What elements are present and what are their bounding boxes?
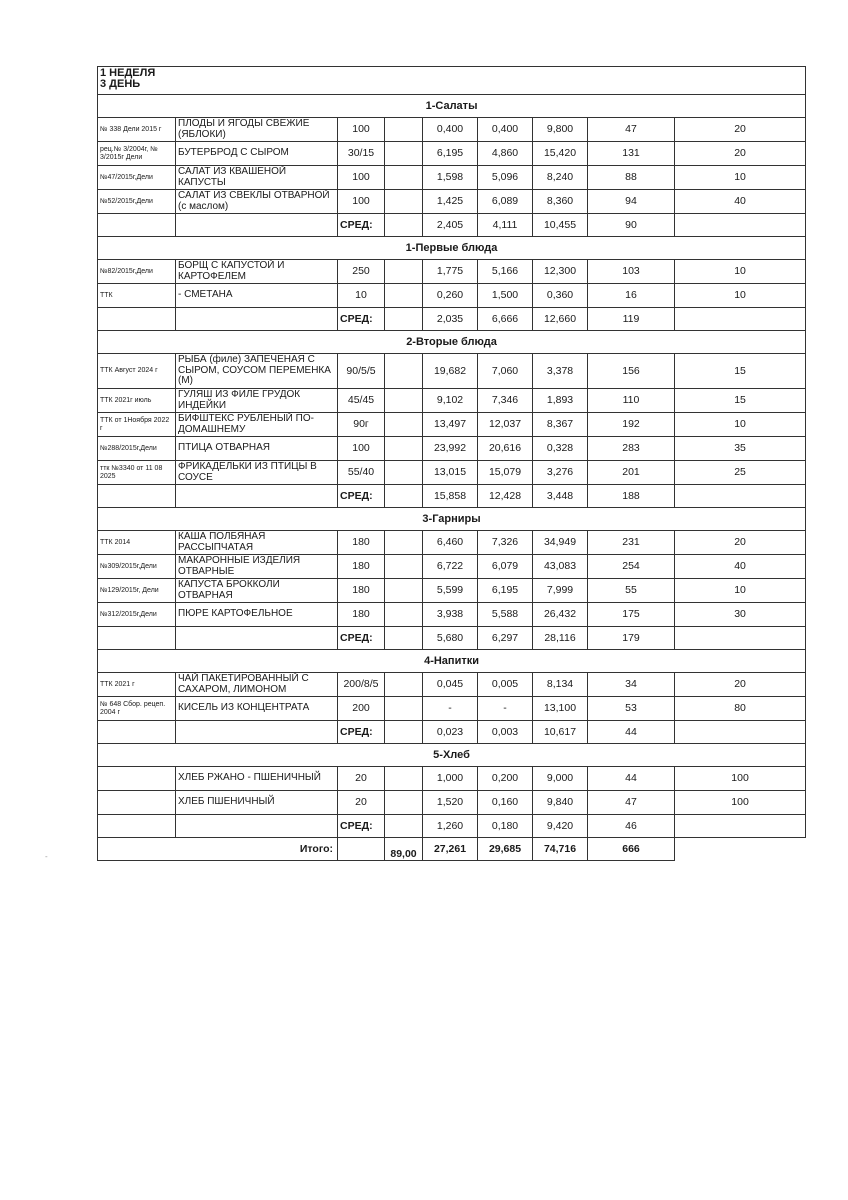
dish-percent: 15 bbox=[675, 354, 806, 389]
dish-kcal: 55 bbox=[588, 579, 675, 603]
dish-price bbox=[385, 284, 423, 308]
dish-name: ЧАЙ ПАКЕТИРОВАННЫЙ С САХАРОМ, ЛИМОНОМ bbox=[176, 673, 338, 697]
section-title: 1-Первые блюда bbox=[98, 237, 806, 260]
dish-kcal: 283 bbox=[588, 437, 675, 461]
average-code bbox=[98, 308, 176, 331]
dish-name: ГУЛЯШ ИЗ ФИЛЕ ГРУДОК ИНДЕЙКИ bbox=[176, 389, 338, 413]
dish-carbs: 9,800 bbox=[533, 118, 588, 142]
dish-name: БУТЕРБРОД С СЫРОМ bbox=[176, 142, 338, 166]
dish-price bbox=[385, 166, 423, 190]
dish-row bbox=[98, 142, 806, 166]
average-proteins: 0,023 bbox=[423, 721, 478, 744]
dish-row bbox=[98, 555, 806, 579]
dish-yield: 180 bbox=[338, 579, 385, 603]
dish-carbs: 15,420 bbox=[533, 142, 588, 166]
dish-price bbox=[385, 461, 423, 485]
dish-fats: 0,400 bbox=[478, 118, 533, 142]
recipe-code: ТТК 2014 bbox=[98, 531, 176, 555]
dish-percent: 100 bbox=[675, 791, 806, 815]
average-kcal: 188 bbox=[588, 485, 675, 508]
average-proteins: 2,035 bbox=[423, 308, 478, 331]
average-kcal: 44 bbox=[588, 721, 675, 744]
dish-price bbox=[385, 142, 423, 166]
dish-row bbox=[98, 260, 806, 284]
dish-fats: 6,195 bbox=[478, 579, 533, 603]
dish-carbs: 43,083 bbox=[533, 555, 588, 579]
average-price bbox=[385, 721, 423, 744]
recipe-code: рец.№ 3/2004г, № 3/2015г Дели bbox=[98, 142, 176, 166]
dish-fats: 0,160 bbox=[478, 791, 533, 815]
week-label: 1 НЕДЕЛЯ bbox=[100, 67, 156, 79]
dish-fats: 6,089 bbox=[478, 190, 533, 214]
average-row bbox=[98, 214, 806, 237]
recipe-code: №288/2015г,Дели bbox=[98, 437, 176, 461]
dish-carbs: 12,300 bbox=[533, 260, 588, 284]
dish-fats: 1,500 bbox=[478, 284, 533, 308]
dish-proteins: 0,260 bbox=[423, 284, 478, 308]
recipe-code: ТТК от 1Ноября 2022 г bbox=[98, 413, 176, 437]
average-row bbox=[98, 721, 806, 744]
dish-row bbox=[98, 603, 806, 627]
dish-price bbox=[385, 413, 423, 437]
dish-yield: 90/5/5 bbox=[338, 354, 385, 389]
dish-kcal: 201 bbox=[588, 461, 675, 485]
average-carbs: 10,455 bbox=[533, 214, 588, 237]
dish-fats: 0,005 bbox=[478, 673, 533, 697]
average-row bbox=[98, 308, 806, 331]
dish-kcal: 254 bbox=[588, 555, 675, 579]
dish-row bbox=[98, 118, 806, 142]
dish-kcal: 44 bbox=[588, 767, 675, 791]
dish-yield: 90г bbox=[338, 413, 385, 437]
dish-percent: 20 bbox=[675, 142, 806, 166]
dish-row bbox=[98, 354, 806, 389]
average-code bbox=[98, 485, 176, 508]
average-label: СРЕД: bbox=[338, 214, 385, 237]
average-fats: 6,666 bbox=[478, 308, 533, 331]
average-code bbox=[98, 214, 176, 237]
dish-yield: 100 bbox=[338, 118, 385, 142]
average-row bbox=[98, 627, 806, 650]
dish-proteins: 23,992 bbox=[423, 437, 478, 461]
dish-name: БИФШТЕКС РУБЛЕНЫЙ ПО-ДОМАШНЕМУ bbox=[176, 413, 338, 437]
day-title-row bbox=[98, 67, 806, 95]
average-percent bbox=[675, 721, 806, 744]
average-carbs: 28,116 bbox=[533, 627, 588, 650]
recipe-code: ТТК 2021 г bbox=[98, 673, 176, 697]
average-row bbox=[98, 815, 806, 838]
average-code bbox=[98, 721, 176, 744]
average-proteins: 2,405 bbox=[423, 214, 478, 237]
total-price: 89,00 bbox=[385, 838, 423, 861]
total-carbs: 74,716 bbox=[533, 838, 588, 861]
dish-price bbox=[385, 697, 423, 721]
dish-proteins: 19,682 bbox=[423, 354, 478, 389]
dish-kcal: 34 bbox=[588, 673, 675, 697]
dish-carbs: 9,840 bbox=[533, 791, 588, 815]
dish-carbs: 3,378 bbox=[533, 354, 588, 389]
dish-price bbox=[385, 555, 423, 579]
dish-name: - СМЕТАНА bbox=[176, 284, 338, 308]
average-proteins: 15,858 bbox=[423, 485, 478, 508]
dish-yield: 100 bbox=[338, 190, 385, 214]
dish-name: КАША ПОЛБЯНАЯ РАССЫПЧАТАЯ bbox=[176, 531, 338, 555]
average-carbs: 9,420 bbox=[533, 815, 588, 838]
dish-row bbox=[98, 437, 806, 461]
dish-proteins: 6,722 bbox=[423, 555, 478, 579]
dish-yield: 20 bbox=[338, 791, 385, 815]
dish-kcal: 156 bbox=[588, 354, 675, 389]
dish-percent: 10 bbox=[675, 260, 806, 284]
dish-name: ХЛЕБ ПШЕНИЧНЫЙ bbox=[176, 791, 338, 815]
total-yield bbox=[338, 838, 385, 861]
total-fats: 29,685 bbox=[478, 838, 533, 861]
recipe-code: №309/2015г,Дели bbox=[98, 555, 176, 579]
dish-price bbox=[385, 260, 423, 284]
dish-yield: 55/40 bbox=[338, 461, 385, 485]
dish-proteins: 0,045 bbox=[423, 673, 478, 697]
dish-carbs: 0,328 bbox=[533, 437, 588, 461]
dish-fats: 7,326 bbox=[478, 531, 533, 555]
average-kcal: 90 bbox=[588, 214, 675, 237]
recipe-code: ТТК bbox=[98, 284, 176, 308]
average-price bbox=[385, 627, 423, 650]
dish-row bbox=[98, 190, 806, 214]
dish-row bbox=[98, 767, 806, 791]
dish-proteins: 6,195 bbox=[423, 142, 478, 166]
dish-proteins: 1,425 bbox=[423, 190, 478, 214]
dish-name: РЫБА (филе) ЗАПЕЧЕНАЯ С СЫРОМ, СОУСОМ ПЕРЕМЕНКА (М) bbox=[176, 354, 338, 389]
dish-name: ФРИКАДЕЛЬКИ ИЗ ПТИЦЫ В СОУСЕ bbox=[176, 461, 338, 485]
dish-price bbox=[385, 354, 423, 389]
total-proteins: 27,261 bbox=[423, 838, 478, 861]
dish-fats: 5,166 bbox=[478, 260, 533, 284]
dish-row bbox=[98, 461, 806, 485]
average-label: СРЕД: bbox=[338, 308, 385, 331]
dish-percent: 20 bbox=[675, 531, 806, 555]
dish-proteins: 1,520 bbox=[423, 791, 478, 815]
dish-carbs: 8,367 bbox=[533, 413, 588, 437]
dish-kcal: 192 bbox=[588, 413, 675, 437]
dish-proteins: 1,775 bbox=[423, 260, 478, 284]
average-kcal: 179 bbox=[588, 627, 675, 650]
dish-name: ХЛЕБ РЖАНО - ПШЕНИЧНЫЙ bbox=[176, 767, 338, 791]
day-title bbox=[98, 67, 806, 95]
dish-carbs: 8,240 bbox=[533, 166, 588, 190]
average-kcal: 46 bbox=[588, 815, 675, 838]
dish-yield: 180 bbox=[338, 555, 385, 579]
dish-fats: 7,060 bbox=[478, 354, 533, 389]
dish-percent: 40 bbox=[675, 555, 806, 579]
dish-price bbox=[385, 603, 423, 627]
dish-fats: 5,096 bbox=[478, 166, 533, 190]
section-header-row bbox=[98, 508, 806, 531]
dish-kcal: 47 bbox=[588, 118, 675, 142]
section-header-row bbox=[98, 744, 806, 767]
dish-fats: 4,860 bbox=[478, 142, 533, 166]
dish-row bbox=[98, 284, 806, 308]
dish-yield: 180 bbox=[338, 531, 385, 555]
dish-yield: 100 bbox=[338, 437, 385, 461]
dish-yield: 10 bbox=[338, 284, 385, 308]
dish-fats: 6,079 bbox=[478, 555, 533, 579]
dish-carbs: 13,100 bbox=[533, 697, 588, 721]
recipe-code: №129/2015г, Дели bbox=[98, 579, 176, 603]
average-label: СРЕД: bbox=[338, 485, 385, 508]
dish-yield: 30/15 bbox=[338, 142, 385, 166]
dish-carbs: 0,360 bbox=[533, 284, 588, 308]
menu-table bbox=[97, 66, 806, 861]
dish-yield: 100 bbox=[338, 166, 385, 190]
dish-price bbox=[385, 791, 423, 815]
dish-carbs: 8,134 bbox=[533, 673, 588, 697]
dish-percent: 20 bbox=[675, 118, 806, 142]
dish-percent: 30 bbox=[675, 603, 806, 627]
dish-proteins: 1,598 bbox=[423, 166, 478, 190]
section-title: 4-Напитки bbox=[98, 650, 806, 673]
dish-kcal: 110 bbox=[588, 389, 675, 413]
dish-proteins: 1,000 bbox=[423, 767, 478, 791]
dish-carbs: 8,360 bbox=[533, 190, 588, 214]
dish-name: САЛАТ ИЗ КВАШЕНОЙ КАПУСТЫ bbox=[176, 166, 338, 190]
section-title: 2-Вторые блюда bbox=[98, 331, 806, 354]
average-fats: 0,003 bbox=[478, 721, 533, 744]
average-fats: 12,428 bbox=[478, 485, 533, 508]
dish-kcal: 16 bbox=[588, 284, 675, 308]
dish-proteins: 13,497 bbox=[423, 413, 478, 437]
dish-name: БОРЩ С КАПУСТОЙ И КАРТОФЕЛЕМ bbox=[176, 260, 338, 284]
dish-kcal: 47 bbox=[588, 791, 675, 815]
average-price bbox=[385, 485, 423, 508]
total-label: Итого: bbox=[98, 838, 338, 861]
dish-price bbox=[385, 579, 423, 603]
average-label: СРЕД: bbox=[338, 627, 385, 650]
dish-percent: 10 bbox=[675, 284, 806, 308]
section-title: 5-Хлеб bbox=[98, 744, 806, 767]
dish-price bbox=[385, 118, 423, 142]
recipe-code: №47/2015г,Дели bbox=[98, 166, 176, 190]
dish-kcal: 53 bbox=[588, 697, 675, 721]
dish-proteins: 6,460 bbox=[423, 531, 478, 555]
dish-yield: 200 bbox=[338, 697, 385, 721]
dish-name: МАКАРОННЫЕ ИЗДЕЛИЯ ОТВАРНЫЕ bbox=[176, 555, 338, 579]
dish-kcal: 175 bbox=[588, 603, 675, 627]
dish-yield: 250 bbox=[338, 260, 385, 284]
dish-fats: 12,037 bbox=[478, 413, 533, 437]
section-header-row bbox=[98, 650, 806, 673]
average-price bbox=[385, 214, 423, 237]
dish-proteins: 9,102 bbox=[423, 389, 478, 413]
dish-name: САЛАТ ИЗ СВЕКЛЫ ОТВАРНОЙ (с маслом) bbox=[176, 190, 338, 214]
dish-carbs: 7,999 bbox=[533, 579, 588, 603]
recipe-code bbox=[98, 767, 176, 791]
average-carbs: 12,660 bbox=[533, 308, 588, 331]
scan-mark: - bbox=[45, 852, 48, 861]
dish-kcal: 94 bbox=[588, 190, 675, 214]
average-code bbox=[98, 815, 176, 838]
dish-kcal: 131 bbox=[588, 142, 675, 166]
average-percent bbox=[675, 485, 806, 508]
dish-yield: 20 bbox=[338, 767, 385, 791]
dish-percent: 35 bbox=[675, 437, 806, 461]
dish-fats: 7,346 bbox=[478, 389, 533, 413]
dish-price bbox=[385, 673, 423, 697]
average-percent bbox=[675, 627, 806, 650]
recipe-code: №312/2015г,Дели bbox=[98, 603, 176, 627]
section-header-row bbox=[98, 331, 806, 354]
dish-name: КАПУСТА БРОККОЛИ ОТВАРНАЯ bbox=[176, 579, 338, 603]
dish-proteins: 13,015 bbox=[423, 461, 478, 485]
average-percent bbox=[675, 308, 806, 331]
recipe-code: ТТК 2021г июль bbox=[98, 389, 176, 413]
dish-kcal: 88 bbox=[588, 166, 675, 190]
dish-row bbox=[98, 579, 806, 603]
average-fats: 6,297 bbox=[478, 627, 533, 650]
recipe-code: ТТК Август 2024 г bbox=[98, 354, 176, 389]
dish-row bbox=[98, 389, 806, 413]
dish-yield: 45/45 bbox=[338, 389, 385, 413]
dish-fats: 20,616 bbox=[478, 437, 533, 461]
dish-row bbox=[98, 166, 806, 190]
dish-kcal: 103 bbox=[588, 260, 675, 284]
dish-fats: 0,200 bbox=[478, 767, 533, 791]
dish-row bbox=[98, 791, 806, 815]
dish-percent: 10 bbox=[675, 579, 806, 603]
recipe-code: ттк №3340 от 11 08 2025 bbox=[98, 461, 176, 485]
dish-proteins: - bbox=[423, 697, 478, 721]
average-name bbox=[176, 721, 338, 744]
average-carbs: 10,617 bbox=[533, 721, 588, 744]
dish-carbs: 3,276 bbox=[533, 461, 588, 485]
average-name bbox=[176, 214, 338, 237]
average-fats: 0,180 bbox=[478, 815, 533, 838]
dish-kcal: 231 bbox=[588, 531, 675, 555]
section-header-row bbox=[98, 237, 806, 260]
dish-name: ПТИЦА ОТВАРНАЯ bbox=[176, 437, 338, 461]
dish-name: ПЛОДЫ И ЯГОДЫ СВЕЖИЕ (ЯБЛОКИ) bbox=[176, 118, 338, 142]
average-percent bbox=[675, 214, 806, 237]
dish-price bbox=[385, 190, 423, 214]
average-name bbox=[176, 485, 338, 508]
average-carbs: 3,448 bbox=[533, 485, 588, 508]
recipe-code: № 648 Сбор. рецеп. 2004 г bbox=[98, 697, 176, 721]
average-name bbox=[176, 308, 338, 331]
dish-name: ПЮРЕ КАРТОФЕЛЬНОЕ bbox=[176, 603, 338, 627]
dish-row bbox=[98, 673, 806, 697]
average-name bbox=[176, 815, 338, 838]
dish-row bbox=[98, 697, 806, 721]
section-title: 1-Салаты bbox=[98, 95, 806, 118]
average-row bbox=[98, 485, 806, 508]
dish-price bbox=[385, 437, 423, 461]
dish-price bbox=[385, 531, 423, 555]
recipe-code bbox=[98, 791, 176, 815]
average-code bbox=[98, 627, 176, 650]
dish-carbs: 34,949 bbox=[533, 531, 588, 555]
dish-proteins: 0,400 bbox=[423, 118, 478, 142]
recipe-code: №82/2015г,Дели bbox=[98, 260, 176, 284]
recipe-code: №52/2015г,Дели bbox=[98, 190, 176, 214]
dish-yield: 180 bbox=[338, 603, 385, 627]
dish-fats: 5,588 bbox=[478, 603, 533, 627]
dish-carbs: 26,432 bbox=[533, 603, 588, 627]
dish-row bbox=[98, 413, 806, 437]
average-fats: 4,111 bbox=[478, 214, 533, 237]
average-price bbox=[385, 815, 423, 838]
average-proteins: 5,680 bbox=[423, 627, 478, 650]
dish-percent: 20 bbox=[675, 673, 806, 697]
dish-price bbox=[385, 767, 423, 791]
total-percent bbox=[675, 838, 806, 861]
average-name bbox=[176, 627, 338, 650]
average-price bbox=[385, 308, 423, 331]
total-kcal: 666 bbox=[588, 838, 675, 861]
average-label: СРЕД: bbox=[338, 815, 385, 838]
section-header-row bbox=[98, 95, 806, 118]
dish-percent: 100 bbox=[675, 767, 806, 791]
average-kcal: 119 bbox=[588, 308, 675, 331]
dish-percent: 40 bbox=[675, 190, 806, 214]
average-percent bbox=[675, 815, 806, 838]
dish-fats: - bbox=[478, 697, 533, 721]
dish-percent: 10 bbox=[675, 166, 806, 190]
dish-proteins: 5,599 bbox=[423, 579, 478, 603]
section-title: 3-Гарниры bbox=[98, 508, 806, 531]
recipe-code: № 338 Дели 2015 г bbox=[98, 118, 176, 142]
dish-fats: 15,079 bbox=[478, 461, 533, 485]
day-label: 3 ДЕНЬ bbox=[100, 78, 141, 90]
dish-yield: 200/8/5 bbox=[338, 673, 385, 697]
average-label: СРЕД: bbox=[338, 721, 385, 744]
dish-percent: 10 bbox=[675, 413, 806, 437]
dish-name: КИСЕЛЬ ИЗ КОНЦЕНТРАТА bbox=[176, 697, 338, 721]
dish-proteins: 3,938 bbox=[423, 603, 478, 627]
dish-carbs: 9,000 bbox=[533, 767, 588, 791]
dish-price bbox=[385, 389, 423, 413]
dish-percent: 25 bbox=[675, 461, 806, 485]
dish-percent: 80 bbox=[675, 697, 806, 721]
dish-carbs: 1,893 bbox=[533, 389, 588, 413]
dish-percent: 15 bbox=[675, 389, 806, 413]
total-row bbox=[98, 838, 806, 861]
average-proteins: 1,260 bbox=[423, 815, 478, 838]
dish-row bbox=[98, 531, 806, 555]
